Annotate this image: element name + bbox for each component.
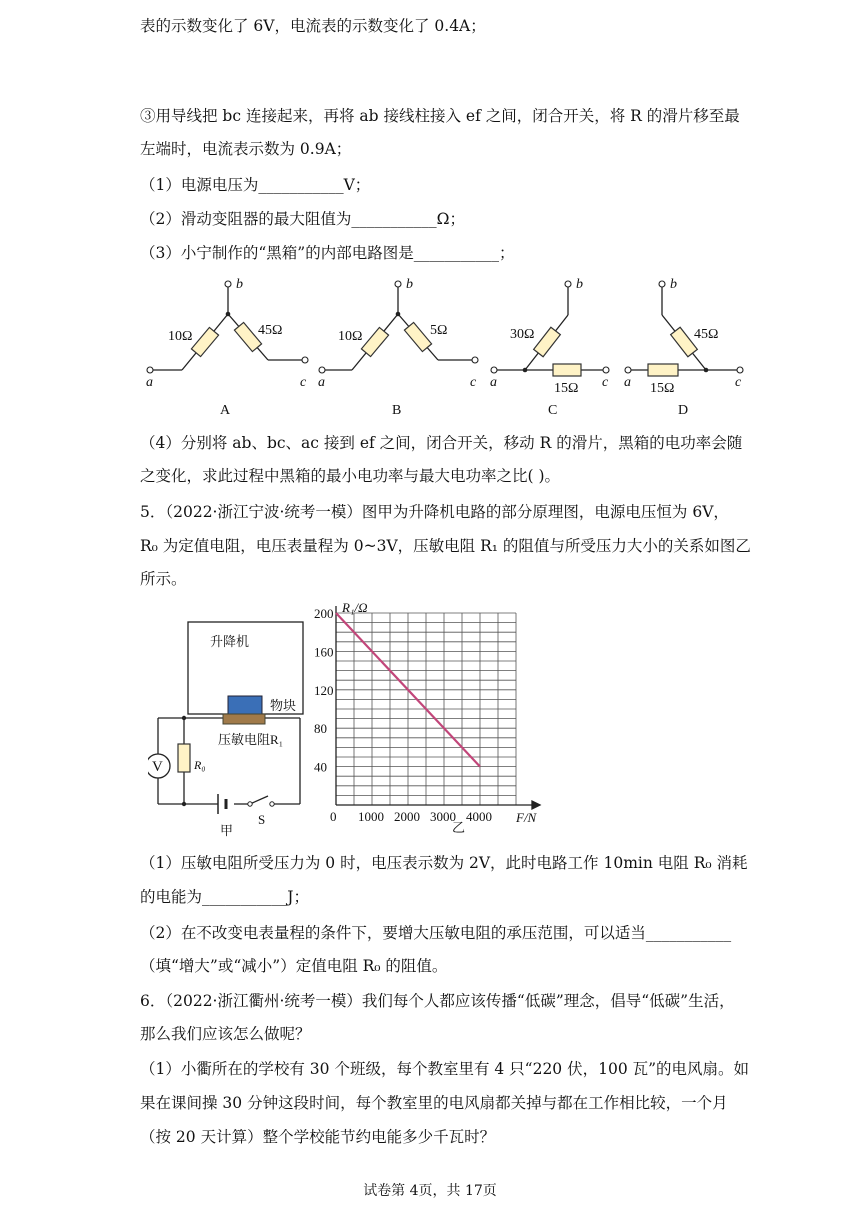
problem-6-line-2: 那么我们应该怎么做呢？ (140, 1025, 311, 1043)
option-a-terminal-a: a (146, 375, 153, 390)
option-d-label: D (678, 403, 689, 418)
option-b-terminal-a: a (318, 375, 325, 390)
switch-label: S (258, 812, 266, 827)
elevator-circuit-diagram (148, 610, 308, 840)
option-a-resistor-left: 10Ω (168, 329, 193, 344)
text-line-3: 左端时，电流表示数为 0.9A； (140, 140, 352, 158)
circuit-caption: 甲 (220, 823, 234, 838)
option-c-terminal-a: a (490, 375, 497, 390)
y-tick-label: 160 (314, 644, 334, 660)
block-shape (228, 696, 262, 714)
y-tick-label: 80 (314, 721, 327, 737)
option-d-terminal-b: b (670, 277, 677, 292)
y-tick-label: 40 (314, 759, 327, 775)
r0-resistor-shape (178, 744, 190, 772)
chart-ylabel: R₁/Ω (342, 600, 368, 615)
x-tick-label: 4000 (466, 809, 492, 824)
option-b-terminal-c: c (470, 375, 477, 390)
pressure-sensor-shape (223, 714, 265, 724)
page-footer: 试卷第 4页，共 17页 (363, 1183, 497, 1199)
text-line-2: ③用导线把 bc 连接起来，再将 ab 接线柱接入 ef 之间，闭合开关，将 R 的滑片移至最 (140, 107, 740, 125)
block-label: 物块 (270, 698, 297, 713)
question-4-line-1: （4）分别将 ab、bc、ac 接到 ef 之间，闭合开关，移动 R 的滑片，黑箱的电功率会随 (140, 434, 743, 452)
option-a-label: A (220, 403, 231, 418)
problem-5-q1-line-1: （1）压敏电阻所受压力为 0 时，电压表示数为 2V，此时电路工作 10min 电阻 R₀ 消耗 (140, 854, 748, 872)
x-tick-label: 0 (330, 809, 337, 824)
option-a-resistor-right: 45Ω (258, 323, 283, 338)
problem-6-line-1: 6．（2022·浙江衢州·统考一模）我们每个人都应该传播“低碳”理念，倡导“低碳”生活， (140, 992, 735, 1010)
problem-6-q1-line-2: 果在课间操 30 分钟这段时间，每个教室里的电风扇都关掉与都在工作相比较，一个月 (140, 1094, 728, 1112)
option-b-label: B (392, 403, 402, 418)
x-tick-label: 3000 (430, 809, 456, 824)
option-c-label: C (548, 403, 558, 418)
option-c-resistor-upper: 30Ω (510, 327, 535, 342)
chart-caption: 乙 (452, 820, 466, 835)
problem-5-line-1: 5．（2022·浙江宁波·统考一模）图甲为升降机电路的部分原理图，电源电压恒为 6V， (140, 503, 729, 521)
y-tick-label: 120 (314, 682, 334, 698)
chart-xlabel: F/N (516, 810, 537, 825)
question-1: （1）电源电压为___________V； (140, 176, 371, 194)
problem-5-line-2: R₀ 为定值电阻，电压表量程为 0~3V，压敏电阻 R₁ 的阻值与所受压力大小的关系如图乙 (140, 537, 751, 555)
option-c-resistor-lower: 15Ω (554, 381, 579, 396)
problem-5-q1-line-2: 的电能为___________J； (140, 888, 309, 906)
elevator-label: 升降机 (210, 634, 250, 649)
question-2: （2）滑动变阻器的最大阻值为___________Ω； (140, 210, 465, 228)
problem-5-q2-line-2: （填“增大”或“减小”）定值电阻 R₀ 的阻值。 (140, 957, 448, 975)
option-a-terminal-c: c (300, 375, 307, 390)
option-b-resistor-right: 5Ω (430, 323, 448, 338)
r0-label: R₀ (194, 758, 206, 772)
option-d-terminal-c: c (735, 375, 742, 390)
option-a-terminal-b: b (236, 277, 243, 292)
sensor-label: 压敏电阻R₁ (218, 732, 284, 747)
y-tick-label: 200 (314, 606, 334, 621)
option-d-resistor-lower: 15Ω (650, 381, 675, 396)
option-d-terminal-a: a (624, 375, 631, 390)
voltmeter-label: V (152, 759, 163, 775)
question-3: （3）小宁制作的“黑箱”的内部电路图是___________； (140, 244, 515, 262)
problem-5-line-3: 所示。 (140, 570, 187, 588)
option-b-terminal-b: b (406, 277, 413, 292)
problem-6-q1-line-1: （1）小衢所在的学校有 30 个班级，每个教室里有 4 只“220 伏，100 瓦”的电风扇。如 (140, 1060, 750, 1078)
x-tick-label: 2000 (394, 809, 420, 824)
text-line-1: 表的示数变化了 6V，电流表的示数变化了 0.4A； (140, 17, 486, 35)
resistance-force-chart (312, 600, 562, 835)
problem-6-q1-line-3: （按 20 天计算）整个学校能节约电能多少千瓦时？ (140, 1128, 496, 1146)
problem-5-q2-line-1: （2）在不改变电表量程的条件下，要增大压敏电阻的承压范围，可以适当___________ (140, 924, 732, 942)
option-b-resistor-left: 10Ω (338, 329, 363, 344)
option-d-resistor-upper: 45Ω (694, 327, 719, 342)
question-4-line-2: 之变化，求此过程中黑箱的最小电功率与最大电功率之比( )。 (140, 467, 561, 485)
option-c-terminal-c: c (602, 375, 609, 390)
option-c-terminal-b: b (576, 277, 583, 292)
black-box-options-diagram (0, 270, 860, 430)
x-tick-label: 1000 (358, 809, 384, 824)
